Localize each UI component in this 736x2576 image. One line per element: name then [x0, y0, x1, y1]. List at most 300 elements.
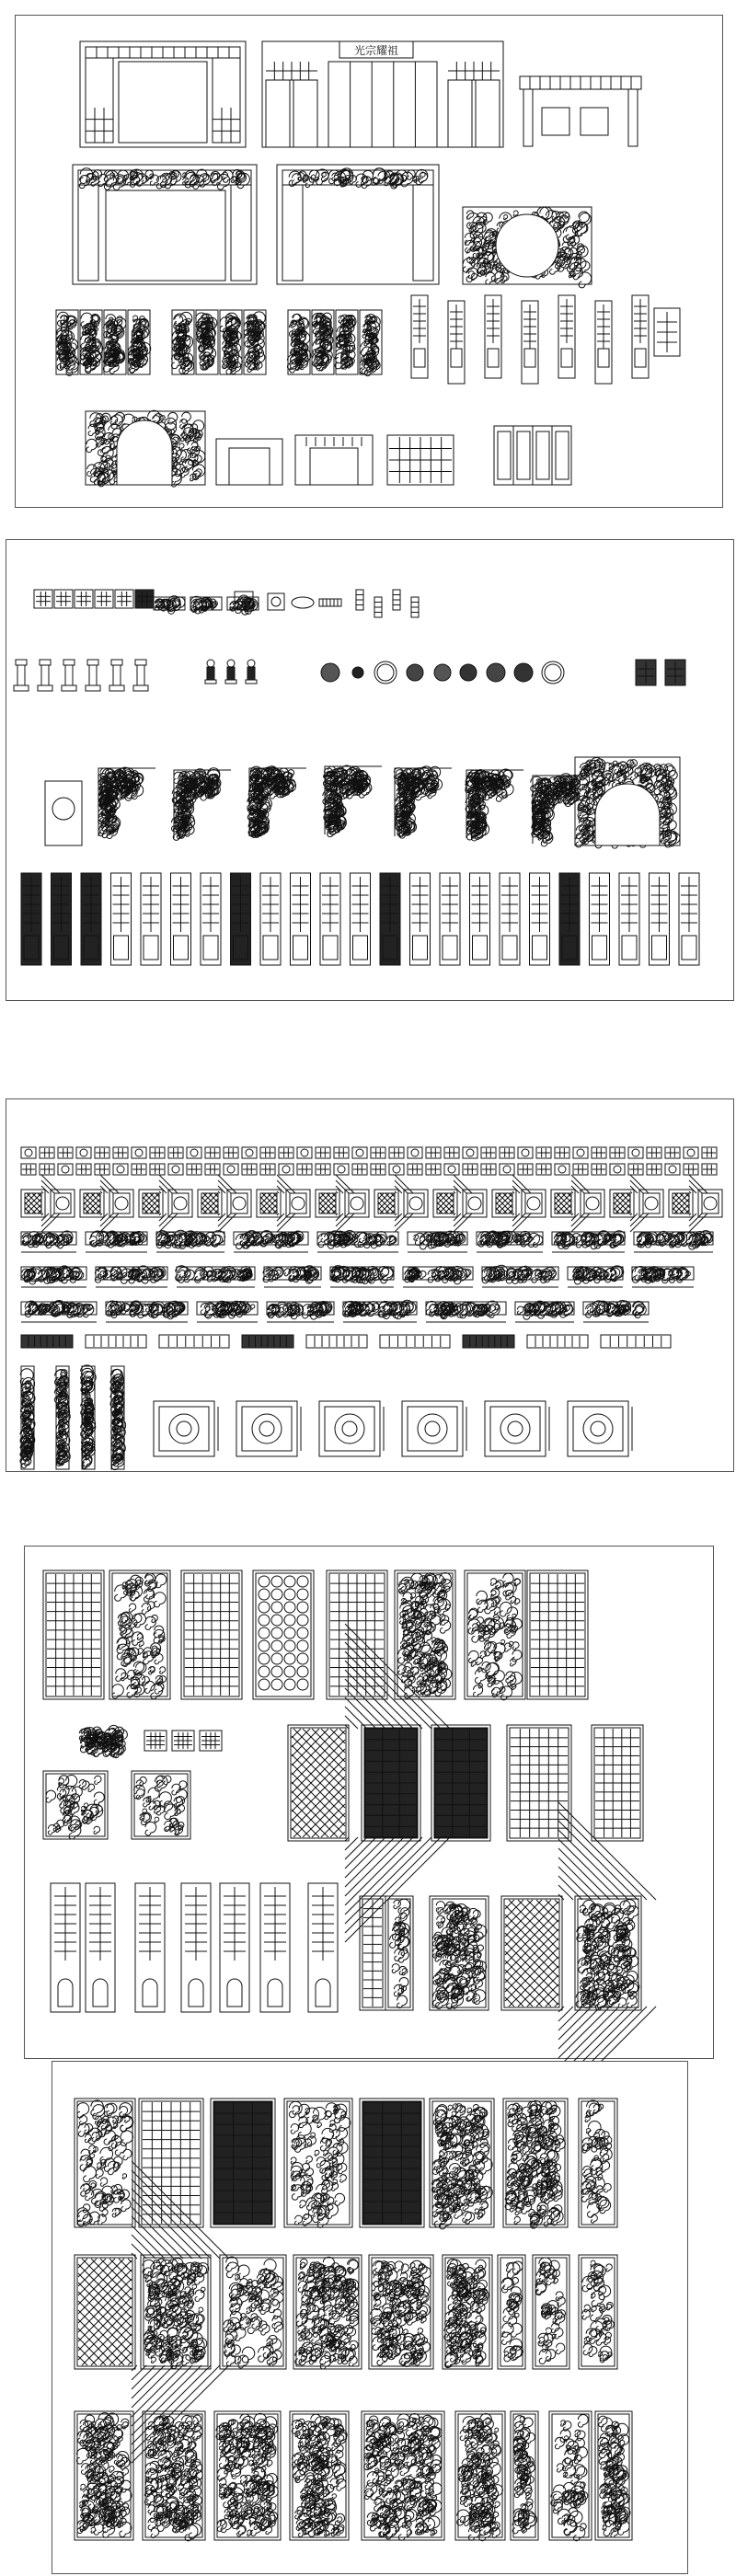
carved-scroll-pattern — [57, 312, 79, 375]
carved-partition-1-2 — [139, 2099, 203, 2227]
tile-r2-7 — [132, 1164, 146, 1175]
lattice-pattern — [374, 603, 382, 613]
carved-scroll-pattern — [512, 2416, 536, 2534]
leaf-panel — [430, 1896, 489, 2010]
carved-scroll-pattern — [535, 2258, 565, 2364]
carved-scroll-pattern — [331, 1266, 393, 1284]
lattice-pattern — [97, 47, 229, 58]
lattice-pattern — [185, 1574, 238, 1696]
tile-r2-20 — [371, 1164, 385, 1175]
carved-scroll-pattern — [501, 2261, 523, 2362]
carved-scroll-pattern — [414, 1231, 466, 1249]
lattice-pattern — [574, 1165, 587, 1174]
tile-r2-23 — [426, 1164, 441, 1175]
lattice-pattern — [597, 305, 610, 349]
tile-r2-6 — [113, 1164, 128, 1175]
lattice-door-9 — [260, 873, 281, 965]
lattice-pattern — [117, 592, 132, 606]
lattice-pattern — [703, 1165, 716, 1174]
carved-scroll-pattern — [268, 1301, 332, 1319]
carved-scroll-pattern — [22, 1231, 73, 1248]
ceiling-medallion-5 — [485, 1401, 549, 1456]
carved-partition-3-8 — [549, 2411, 592, 2541]
column-base-3 — [62, 660, 76, 691]
lattice-door-5 — [141, 873, 161, 965]
carved-scroll-pattern — [466, 790, 489, 841]
lattice-pattern — [389, 437, 452, 483]
tile-r2-3 — [58, 1164, 73, 1175]
tile-r1-20 — [371, 1147, 385, 1158]
tile-r1-27 — [500, 1147, 514, 1158]
lattice-panel-8 — [527, 1570, 588, 1699]
lattice-door-13 — [380, 873, 400, 965]
border-strip-1-7 — [477, 1231, 543, 1252]
lattice-pattern — [408, 1165, 421, 1174]
tile-r1-8 — [150, 1147, 165, 1158]
square-tile-24 — [698, 1190, 722, 1217]
sheet-5-canvas — [52, 2062, 687, 2573]
tile-r2-38 — [702, 1164, 717, 1175]
tile-r1-9 — [168, 1147, 183, 1158]
lattice-door-15 — [440, 873, 460, 965]
cloud-panel-2 — [132, 1771, 190, 1839]
lattice-pattern — [323, 599, 338, 606]
lattice-pattern — [621, 877, 638, 932]
carved-scroll-pattern — [156, 1230, 224, 1248]
border-strip-4-8 — [527, 1335, 588, 1348]
vertical-band-3 — [81, 1365, 97, 1469]
border-strip-1-2 — [86, 1231, 147, 1252]
border-strip-4-2 — [86, 1335, 146, 1348]
carved-partition-2-7 — [498, 2255, 525, 2369]
lattice-panel-5 — [327, 1570, 387, 1699]
tile-r2-10 — [187, 1164, 201, 1175]
tile-r1-13 — [242, 1147, 257, 1158]
corner-bracket-1 — [98, 767, 155, 838]
border-strip-4-4 — [242, 1335, 293, 1348]
folding-screen-3 — [287, 310, 382, 376]
lattice-pattern — [47, 1574, 100, 1696]
door-leaf-5 — [558, 295, 575, 378]
folding-screen-2 — [171, 310, 266, 374]
moon-gate-2 — [86, 410, 205, 487]
lattice-pattern — [595, 1729, 639, 1837]
cloud-panel-1 — [43, 1771, 108, 1839]
tile-r2-12 — [224, 1164, 238, 1175]
lattice-pattern — [351, 62, 416, 147]
carved-partition-3-2 — [143, 2411, 205, 2541]
lattice-pattern — [530, 76, 631, 89]
carved-scroll-pattern — [216, 2413, 278, 2536]
lattice-pattern — [306, 437, 362, 446]
round-medallion-6 — [460, 664, 477, 681]
lattice-pattern — [684, 1165, 697, 1174]
lattice-pattern — [151, 1165, 164, 1174]
lattice-pattern — [648, 1148, 661, 1157]
tile-r2-15 — [279, 1164, 293, 1175]
tile-r1-17 — [316, 1147, 330, 1158]
tile-r2-9 — [168, 1164, 183, 1175]
lattice-pattern — [681, 877, 697, 932]
lattice-pattern — [213, 108, 240, 143]
lattice-pattern — [592, 877, 608, 932]
lattice-pattern — [264, 1887, 286, 1961]
gateway-with-plaque — [262, 41, 503, 147]
column-base-6 — [133, 660, 148, 691]
lattice-pattern — [413, 299, 426, 343]
carved-partition-2-5 — [369, 2255, 433, 2369]
lattice-pattern — [666, 1148, 679, 1157]
border-strip-3-1 — [21, 1301, 97, 1322]
carved-scroll-pattern — [54, 1369, 70, 1466]
carved-scroll-pattern — [244, 312, 265, 373]
carved-scroll-pattern — [46, 1776, 104, 1839]
lattice-pattern — [146, 1732, 165, 1749]
door-leaf-4 — [522, 301, 538, 384]
small-square-2 — [172, 1731, 194, 1751]
lattice-pattern — [390, 1148, 403, 1157]
ornament-tile-4 — [95, 590, 113, 608]
lattice-pattern — [501, 877, 518, 932]
drawing-sheet-1 — [15, 15, 723, 508]
lattice-pattern — [139, 1887, 161, 1961]
grid-window-2 — [592, 1725, 643, 1841]
carved-scroll-pattern — [247, 790, 272, 838]
carved-partition-1-6 — [430, 2099, 494, 2229]
lattice-pattern — [316, 1165, 329, 1174]
border-strip-2-2 — [95, 1266, 167, 1287]
lattice-pattern — [40, 1165, 53, 1174]
drawing-sheet-3 — [6, 1098, 734, 1472]
border-strip-3-6 — [426, 1301, 506, 1322]
carved-partition-2-2 — [141, 2255, 211, 2369]
carved-scroll-pattern — [343, 1300, 416, 1319]
tile-r2-5 — [95, 1164, 109, 1175]
dark-lattice-window — [362, 1725, 420, 1841]
lattice-pattern — [445, 1148, 458, 1157]
border-strip-3-8 — [583, 1301, 649, 1322]
carved-scroll-pattern — [371, 2260, 431, 2366]
lattice-pattern — [132, 1165, 145, 1174]
corner-bracket-6 — [466, 769, 523, 841]
tile-r2-22 — [408, 1164, 422, 1175]
tile-r1-31 — [573, 1147, 588, 1158]
lattice-pattern — [206, 1165, 219, 1174]
lattice-pattern — [266, 62, 317, 80]
ornament-tile-3 — [75, 590, 93, 608]
vertical-band-1 — [20, 1366, 35, 1469]
lattice-panel-3 — [181, 1570, 242, 1699]
small-strip — [319, 599, 341, 606]
carved-partition-2-6 — [443, 2255, 492, 2369]
lattice-door-19 — [559, 873, 580, 965]
lattice-pattern — [389, 1336, 441, 1347]
carved-scroll-pattern — [95, 1266, 166, 1283]
tile-r1-10 — [187, 1147, 201, 1158]
lattice-pattern — [89, 1887, 111, 1961]
lattice-pattern — [312, 1887, 334, 1961]
folding-screen-1 — [56, 310, 151, 375]
drawing-sheet-2 — [6, 539, 734, 1001]
border-strip-2-5 — [330, 1266, 394, 1287]
carved-scroll-pattern — [598, 2416, 630, 2537]
lattice-door-3 — [81, 873, 101, 965]
corner-bracket-2 — [172, 768, 231, 841]
lattice-pattern — [703, 1148, 716, 1157]
diamond-panel — [501, 1802, 656, 2104]
lattice-pattern — [556, 1148, 569, 1157]
carved-scroll-pattern — [201, 1301, 255, 1318]
lattice-pattern — [202, 877, 219, 932]
lattice-pattern — [293, 877, 309, 932]
border-strip-4-6 — [380, 1335, 450, 1348]
lattice-door-20 — [590, 873, 610, 965]
lattice-pattern — [97, 592, 111, 606]
lattice-pattern — [143, 877, 159, 932]
border-strip-2-4 — [263, 1266, 321, 1287]
carved-scroll-pattern — [287, 314, 310, 373]
lattice-pattern — [168, 1336, 220, 1347]
carved-scroll-pattern — [360, 314, 380, 375]
lattice-pattern — [560, 299, 573, 343]
tile-r1-1 — [21, 1147, 36, 1158]
carved-scroll-pattern — [220, 313, 242, 374]
carved-scroll-pattern — [196, 313, 217, 370]
lattice-pattern — [96, 1165, 109, 1174]
square-tile-8 — [227, 1190, 251, 1217]
lattice-door-14 — [410, 873, 431, 965]
tile-r2-29 — [536, 1164, 551, 1175]
border-strip-3-4 — [267, 1301, 334, 1322]
lattice-pattern — [40, 1148, 53, 1157]
carved-scroll-pattern — [431, 2104, 492, 2229]
small-door-2 — [295, 435, 373, 485]
carved-scroll-pattern — [128, 316, 150, 374]
border-strip-3-2 — [106, 1301, 188, 1322]
lattice-door-11 — [320, 873, 340, 965]
lattice-pattern — [151, 1148, 164, 1157]
tile-r2-35 — [647, 1164, 661, 1175]
tile-r2-31 — [573, 1164, 588, 1175]
lattice-panel-1 — [43, 1570, 104, 1699]
round-window — [45, 781, 82, 845]
lattice-pattern — [372, 1165, 385, 1174]
carved-strip-2 — [190, 596, 222, 614]
square-tile-2 — [51, 1190, 75, 1217]
tile-r2-33 — [610, 1164, 625, 1175]
lattice-pattern — [86, 108, 113, 143]
square-tile-22 — [639, 1190, 663, 1217]
border-strip-2-6 — [403, 1266, 473, 1287]
lattice-pattern — [427, 1165, 440, 1174]
lattice-pattern — [280, 1148, 293, 1157]
column-base-1 — [14, 660, 29, 691]
carved-scroll-pattern — [581, 2100, 613, 2223]
lattice-pattern — [243, 1165, 256, 1174]
ceiling-medallion-1 — [154, 1401, 218, 1456]
tile-r1-30 — [555, 1147, 569, 1158]
carved-door-4 — [181, 1883, 211, 2012]
tile-r2-11 — [205, 1164, 220, 1175]
lattice-pattern — [261, 1165, 274, 1174]
round-medallion-8 — [514, 663, 533, 682]
plaque — [339, 41, 413, 58]
carved-partition-3-1 — [75, 2411, 133, 2540]
border-strip-4-9 — [601, 1335, 671, 1348]
lattice-pattern — [316, 1148, 329, 1157]
tile-r2-17 — [316, 1164, 330, 1175]
round-medallion-1 — [321, 663, 339, 682]
round-medallion-2 — [352, 667, 363, 678]
lattice-pattern — [450, 305, 463, 349]
carved-scroll-pattern — [22, 1266, 84, 1284]
tile-r1-22 — [408, 1147, 422, 1158]
carved-door-2 — [86, 1883, 115, 2012]
lattice-pattern — [427, 1148, 440, 1157]
lattice-pattern — [592, 1165, 605, 1174]
guardian-figure-1 — [205, 660, 216, 684]
lattice-pattern — [356, 595, 363, 605]
tile-r2-25 — [463, 1164, 477, 1175]
door-frame-small — [520, 76, 641, 146]
carved-scroll-pattern — [79, 1725, 127, 1757]
tile-r1-5 — [95, 1147, 109, 1158]
lattice-pattern — [174, 1732, 192, 1749]
lattice-panel-2 — [109, 1570, 170, 1699]
carved-scroll-pattern — [573, 1266, 624, 1284]
lattice-pattern — [224, 1148, 237, 1157]
lattice-pattern — [330, 1574, 384, 1696]
tile-r1-34 — [628, 1147, 643, 1158]
scroll-panel-narrow — [385, 1896, 413, 2010]
lattice-pattern — [487, 299, 500, 343]
lattice-pattern — [353, 1165, 366, 1174]
lattice-door-2 — [52, 873, 72, 965]
door-leaf-wide — [654, 308, 680, 356]
tile-r2-16 — [297, 1164, 312, 1175]
lattice-door-1 — [21, 873, 41, 965]
tile-r2-30 — [555, 1164, 569, 1175]
tile-r1-38 — [702, 1147, 717, 1158]
lattice-pattern — [36, 592, 51, 606]
lattice-pattern — [113, 877, 130, 932]
carved-partition-2-3 — [220, 2255, 286, 2369]
moon-gate-arch — [575, 757, 680, 848]
square-tile-10 — [286, 1190, 310, 1217]
narrow-panel — [360, 1896, 385, 2010]
drawing-sheet-5 — [52, 2061, 688, 2574]
carved-scroll-pattern — [143, 2259, 209, 2369]
door-leaf-2 — [448, 301, 465, 384]
border-strip-2-7 — [482, 1265, 558, 1287]
carved-scroll-pattern — [551, 2415, 589, 2541]
square-tile-6 — [168, 1190, 192, 1217]
carved-scroll-pattern — [176, 1266, 253, 1283]
lattice-pattern — [629, 1165, 642, 1174]
tile-r1-16 — [297, 1147, 312, 1158]
lattice-pattern — [532, 877, 548, 932]
square-carving-1 — [636, 660, 656, 685]
bracket-1 — [356, 590, 363, 610]
lattice-pattern — [519, 1165, 532, 1174]
lattice-pattern — [592, 1148, 605, 1157]
lattice-pattern — [335, 1148, 348, 1157]
carved-partition-1-5 — [360, 2099, 424, 2227]
round-medallion-5 — [434, 664, 451, 681]
lattice-pattern — [513, 426, 552, 485]
border-strip-1-1 — [21, 1231, 76, 1252]
carved-partition-3-3 — [214, 2411, 281, 2540]
carved-scroll-pattern — [405, 1266, 471, 1283]
lattice-pattern — [315, 1336, 359, 1347]
carved-scroll-pattern — [20, 1369, 35, 1468]
border-strip-1-4 — [234, 1231, 308, 1252]
lattice-pattern — [610, 1336, 661, 1347]
lattice-door-10 — [291, 873, 311, 965]
carved-partition-3-4 — [290, 2411, 349, 2540]
square-tile-18 — [522, 1190, 546, 1217]
lattice-pattern — [224, 1887, 246, 1961]
carved-partition-3-7 — [511, 2411, 538, 2540]
carved-scroll-pattern — [457, 2414, 503, 2541]
lattice-door-18 — [530, 873, 550, 965]
lattice-panel-6 — [395, 1570, 455, 1699]
lattice-pattern — [393, 595, 400, 605]
lattice-pattern — [535, 1336, 580, 1347]
carved-scroll-pattern — [81, 1365, 97, 1469]
sheet-2-canvas — [6, 540, 733, 1000]
tile-r2-19 — [352, 1164, 367, 1175]
carved-scroll-pattern — [172, 791, 197, 841]
lattice-pattern — [262, 877, 279, 932]
carved-scroll-pattern — [171, 312, 193, 374]
carved-scroll-pattern — [426, 1301, 500, 1319]
carved-scroll-pattern — [517, 1301, 572, 1319]
lattice-pattern — [648, 1165, 661, 1174]
tile-r1-25 — [463, 1147, 477, 1158]
carved-scroll-pattern — [79, 168, 249, 190]
sheet-4-canvas — [25, 1547, 713, 2058]
carved-scroll-pattern — [335, 315, 356, 369]
tile-r1-7 — [132, 1147, 146, 1158]
tile-r1-3 — [58, 1147, 73, 1158]
carved-scroll-pattern — [263, 1266, 319, 1283]
sheet-1-canvas — [16, 16, 722, 507]
carved-scroll-pattern — [289, 2101, 351, 2227]
lattice-pattern — [657, 312, 677, 352]
tile-r1-18 — [334, 1147, 349, 1158]
lattice-pattern — [372, 1148, 385, 1157]
lattice-pattern — [537, 1148, 550, 1157]
corner-bracket-3 — [247, 766, 306, 838]
carved-scroll-pattern — [468, 1573, 522, 1700]
carved-scroll-pattern — [586, 1301, 647, 1318]
border-strip-1-8 — [552, 1231, 626, 1252]
tile-r2-34 — [628, 1164, 643, 1175]
tile-r1-37 — [684, 1147, 698, 1158]
lattice-panel-7 — [465, 1570, 525, 1700]
lattice-door-23 — [679, 873, 699, 965]
tile-r2-24 — [444, 1164, 459, 1175]
small-door-3 — [387, 435, 454, 485]
round-medallion-3 — [374, 661, 397, 684]
square-tile-4 — [109, 1190, 133, 1217]
tile-r1-4 — [76, 1147, 91, 1158]
dark-lattice-window-2 — [431, 1725, 490, 1841]
carved-partition-2-8 — [533, 2255, 569, 2369]
ornament-tile-6 — [135, 590, 154, 608]
small-square-3 — [200, 1731, 222, 1751]
